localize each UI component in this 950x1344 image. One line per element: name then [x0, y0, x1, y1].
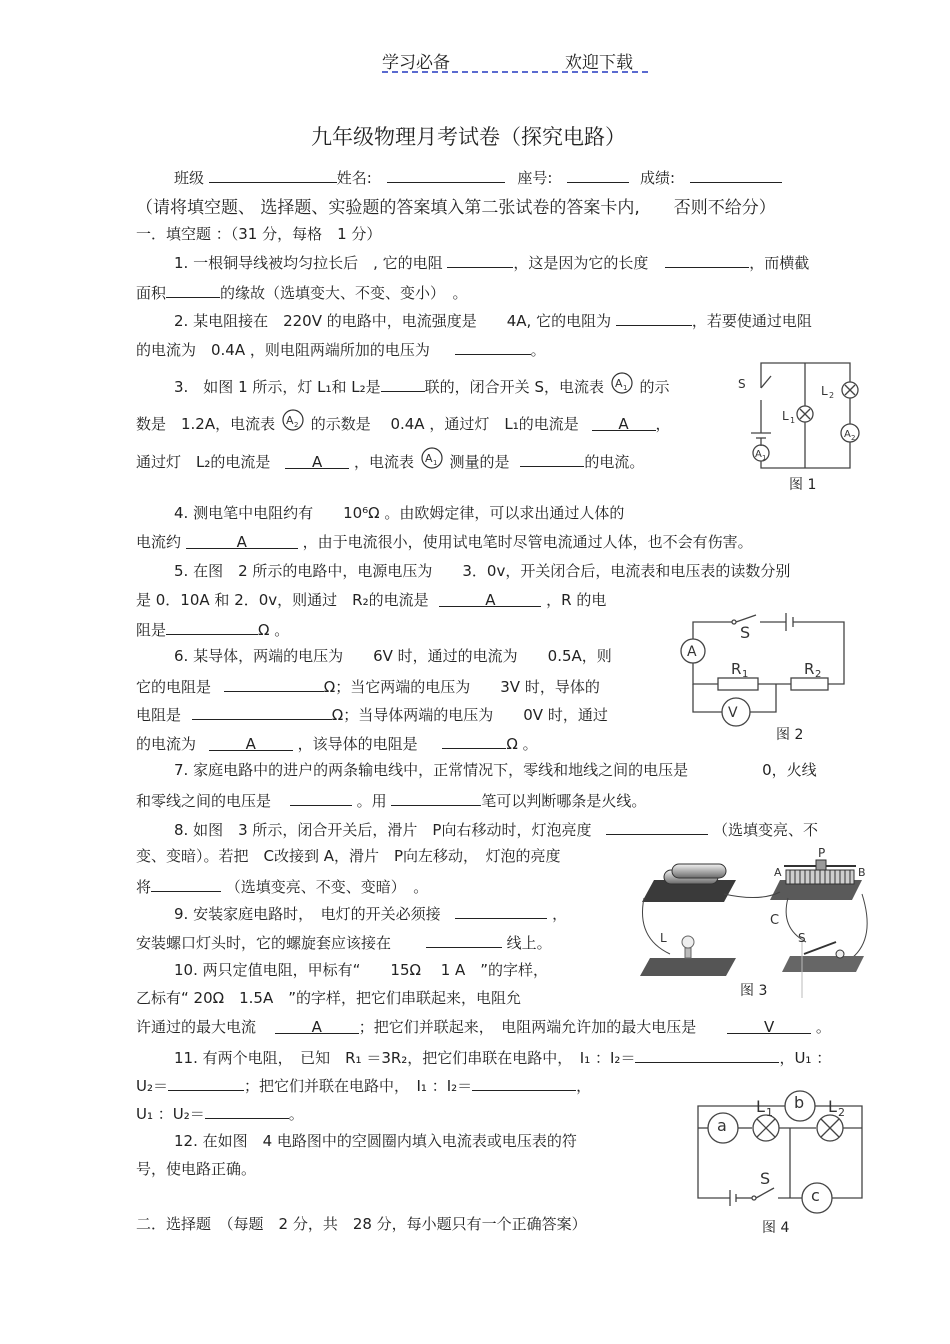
svg-text:2: 2	[293, 421, 299, 429]
q3-blank4[interactable]	[520, 450, 584, 467]
seat-blank[interactable]	[567, 166, 629, 183]
q5-line3: 阻是 Ω 。	[136, 618, 289, 640]
q8-line1: 8. 如图 3 所示，闭合开关后，滑片 P向右移动时，灯泡亮度 （选填变亮、不	[174, 818, 818, 840]
q2-line1: 2. 某电阻接在 220V 的电路中，电流强度是 4A, 它的电阻为 ，若要使通过电阻	[174, 309, 812, 331]
q3-blank1[interactable]	[381, 375, 425, 392]
svg-text:V: V	[728, 705, 738, 721]
svg-text:1: 1	[766, 1106, 773, 1119]
q6-line3: 电阻是 Ω；当导体两端的电压为 0V 时，通过	[136, 703, 608, 725]
q12-line2: 号，使电路正确。	[136, 1160, 257, 1178]
q5-line2: 是 0．10A 和 2．0v，则通过 R₂的电流是 A ，R 的电	[136, 591, 607, 609]
q8-blank1[interactable]	[606, 818, 708, 835]
svg-text:1: 1	[762, 454, 767, 462]
q6-blank3[interactable]: A	[209, 734, 293, 751]
svg-text:A: A	[424, 452, 433, 465]
svg-text:A: A	[774, 866, 782, 879]
q3-line1: 3. 如图 1 所示，灯 L₁和 L₂是 联的，闭合开关 S，电流表 A 1 的示	[174, 372, 670, 397]
header-right: 欢迎下载	[565, 53, 633, 73]
svg-text:1: 1	[790, 416, 796, 425]
q10-line3: 许通过的最大电流 A ；把它们并联起来， 电阻两端允许加的最大电压是 V 。	[136, 1018, 831, 1036]
info-line	[174, 166, 782, 188]
q11-blank3[interactable]	[472, 1074, 576, 1091]
figure-3-apparatus	[640, 846, 880, 998]
q6-line4: 的电流为 A ，该导体的电阻是 Ω 。	[136, 732, 538, 754]
q7-blank1[interactable]	[290, 789, 352, 806]
svg-text:A: A	[614, 377, 623, 390]
svg-text:c: c	[811, 1186, 820, 1205]
q2-blank1[interactable]	[616, 309, 692, 326]
q8-line2: 变、变暗）。若把 C改接到 A，滑片 P向左移动， 灯泡的亮度	[136, 847, 561, 865]
q7-line2: 和零线之间的电压是 。用 笔可以判断哪条是火线。	[136, 789, 646, 811]
svg-text:C: C	[770, 913, 780, 928]
svg-text:1: 1	[742, 669, 749, 680]
q3-blank2[interactable]: A	[592, 414, 656, 431]
q10-blank1[interactable]: A	[275, 1017, 359, 1034]
name-label: 姓名:	[336, 169, 372, 187]
class-blank[interactable]	[209, 166, 337, 183]
q12-line1: 12. 在如图 4 电路图中的空圆圈内填入电流表或电压表的符	[174, 1132, 577, 1150]
svg-text:S: S	[740, 623, 751, 642]
q3-line2: 数是 1.2A，电流表 A 2 的示数是 0.4A ，通过灯 L₁的电流是 A ，	[136, 409, 671, 434]
q6-blank4[interactable]	[442, 732, 506, 749]
header-left: 学习必备	[382, 53, 450, 73]
seat-label: 座号:	[517, 169, 553, 187]
q7-line1: 7. 家庭电路中的进户的两条输电线中，正常情况下，零线和地线之间的电压是 0，火线	[174, 761, 817, 779]
q10-blank2[interactable]: V	[727, 1017, 811, 1034]
svg-text:P: P	[818, 846, 826, 860]
header-rule	[382, 71, 648, 73]
q1-line2: 面积 的缘故（选填变大、不变、变小） 。	[136, 281, 468, 303]
svg-text:A: A	[844, 429, 851, 440]
q11-blank1[interactable]	[635, 1046, 779, 1063]
figure-1-caption: 图 1	[789, 477, 817, 493]
q1-blank1[interactable]	[447, 251, 513, 268]
q9-line2: 安装螺口灯头时，它的螺旋套应该接在 线上。	[136, 931, 552, 953]
q8-blank2[interactable]	[151, 875, 221, 892]
q9-line1: 9. 安装家庭电路时， 电灯的开关必须接 ，	[174, 902, 567, 924]
q1-blank3[interactable]	[166, 281, 220, 298]
q11-blank2[interactable]	[168, 1074, 244, 1091]
ammeter-a2-icon	[280, 409, 306, 433]
q9-blank1[interactable]	[455, 902, 547, 919]
svg-text:2: 2	[829, 391, 835, 400]
svg-text:2: 2	[815, 669, 822, 680]
svg-text:A: A	[687, 644, 697, 660]
svg-text:L: L	[782, 409, 789, 423]
figure-4-caption: 图 4	[762, 1220, 790, 1236]
q11-line3: U₁ ：U₂＝ 。	[136, 1102, 304, 1124]
figure-2-caption: 图 2	[776, 727, 804, 743]
svg-text:R: R	[731, 660, 742, 678]
q9-blank2[interactable]	[426, 931, 502, 948]
q6-blank1[interactable]	[224, 675, 324, 692]
q6-line2: 它的电阻是 Ω；当它两端的电压为 3V 时，导体的	[136, 675, 600, 697]
svg-text:B: B	[858, 866, 866, 879]
figure-2-circuit	[676, 612, 856, 730]
ammeter-a1-icon	[609, 372, 635, 396]
svg-text:a: a	[717, 1116, 727, 1135]
q1-blank2[interactable]	[665, 251, 749, 268]
q5-line1: 5. 在图 2 所示的电路中，电源电压为 3．0v，开关闭合后，电流表和电压表的读数分别	[174, 562, 791, 580]
q4-line1: 4. 测电笔中电阻约有 10⁶Ω 。由欧姆定律，可以求出通过人体的	[174, 504, 625, 522]
figure-4-circuit	[690, 1078, 870, 1213]
q11-line2: U₂＝ ；把它们并联在电路中， I₁ ：I₂＝ ，	[136, 1074, 591, 1096]
q3-blank3[interactable]: A	[285, 452, 349, 469]
score-label: 成绩:	[640, 169, 676, 187]
q11-blank4[interactable]	[205, 1102, 289, 1119]
q3-line3: 通过灯 L₂的电流是 A ，电流表 A 1 测量的是 的电流。	[136, 447, 644, 472]
svg-text:S: S	[798, 931, 806, 945]
svg-text:2: 2	[838, 1106, 845, 1119]
q2-line2: 的电流为 0.4A ，则电阻两端所加的电压为 。	[136, 338, 546, 360]
section-1-heading: 一．填空题 ：（31 分，每格 1 分）	[136, 225, 382, 243]
svg-text:S: S	[738, 377, 746, 391]
q2-blank2[interactable]	[455, 338, 531, 355]
q1-line1: 1. 一根铜导线被均匀拉长后 , 它的电阻 ，这是因为它的长度 ，而横截	[174, 251, 809, 273]
notice: （请将填空题、 选择题、实验题的答案填入第二张试卷的答案卡内, 否则不给分）	[136, 198, 776, 218]
svg-text:A: A	[285, 414, 294, 427]
figure-3-caption: 图 3	[740, 983, 768, 999]
svg-text:S: S	[760, 1169, 771, 1188]
svg-text:2: 2	[851, 434, 856, 442]
q6-line1: 6. 某导体，两端的电压为 6V 时，通过的电流为 0.5A，则	[174, 647, 612, 665]
section-2-heading: 二．选择题 （每题 2 分，共 28 分，每小题只有一个正确答案）	[136, 1215, 587, 1233]
svg-text:L: L	[756, 1097, 765, 1116]
q10-line1: 10. 两只定值电阻，甲标有“ 15Ω 1 A ”的字样，	[174, 961, 549, 979]
svg-text:A: A	[755, 449, 762, 460]
svg-text:1: 1	[432, 459, 438, 467]
q6-blank2[interactable]	[192, 703, 332, 720]
name-blank[interactable]	[387, 166, 505, 183]
page-title: 九年级物理月考试卷（探究电路）	[311, 125, 626, 149]
q4-line2: 电流约 A ，由于电流很小，使用试电笔时尽管电流通过人体，也不会有伤害。	[136, 533, 753, 551]
svg-text:L: L	[821, 384, 828, 398]
q4-blank1[interactable]: A	[186, 532, 298, 549]
svg-text:1: 1	[622, 384, 628, 392]
class-label: 班级	[174, 169, 205, 187]
svg-text:R: R	[804, 660, 815, 678]
q11-line1: 11. 有两个电阻， 已知 R₁ ＝3R₂，把它们串联在电路中， I₁ ：I₂＝ ，U₁ ：	[174, 1046, 831, 1068]
svg-text:b: b	[794, 1093, 805, 1112]
figure-1-circuit	[735, 358, 855, 473]
q5-blank2[interactable]	[166, 618, 258, 635]
ammeter-a1-icon	[419, 447, 445, 471]
svg-text:L: L	[660, 931, 667, 945]
q8-line3: 将 （选填变亮、不变、变暗） 。	[136, 875, 428, 897]
svg-text:L: L	[828, 1097, 837, 1116]
q5-blank1[interactable]: A	[439, 590, 541, 607]
score-blank[interactable]	[690, 166, 782, 183]
q7-blank2[interactable]	[391, 789, 481, 806]
q10-line2: 乙标有“ 20Ω 1.5A ”的字样，把它们串联起来，电阻允	[136, 989, 521, 1007]
